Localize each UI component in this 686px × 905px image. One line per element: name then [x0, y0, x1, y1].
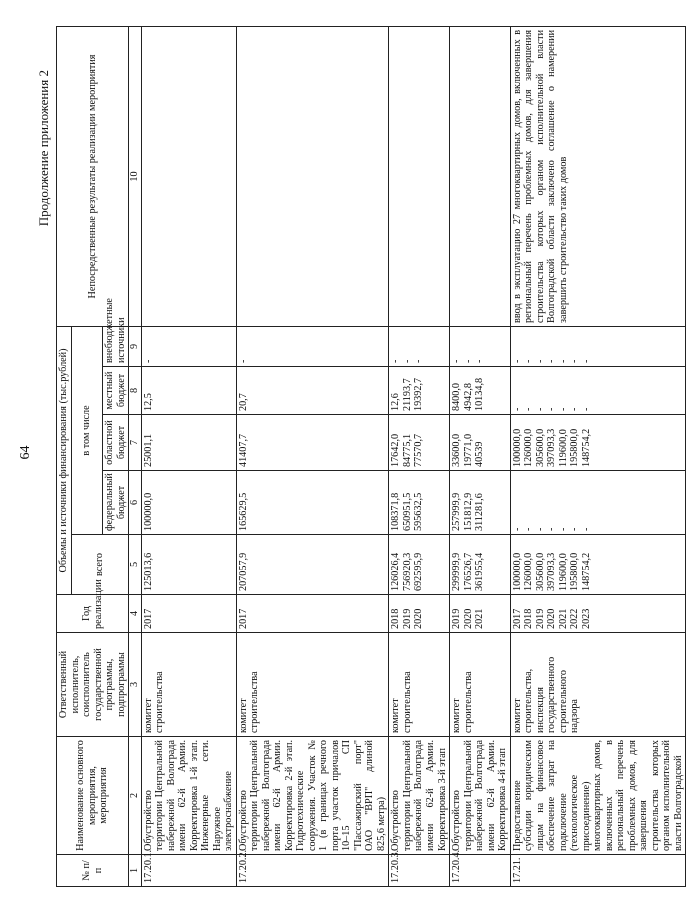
row-regional: 25001,1 — [141, 415, 236, 471]
row-federal: 100000,0 — [141, 471, 236, 535]
row-federal: 165629,5 — [236, 471, 389, 535]
row-local: 8400,0 4942,8 10134,8 — [450, 367, 511, 415]
row-name: Обустройство территории Центральной набережной Волограда имени 62-й Армии. Корректировка 1-й этап. Инженерные сети. Наружное электроснабжение — [141, 737, 236, 855]
header-volumes: Объемы и источники финансирования (тыс.рублей) — [57, 326, 72, 594]
row-local: 12,5 — [141, 367, 236, 415]
row-number: 17.20.1. — [141, 855, 236, 887]
row-result — [450, 26, 511, 326]
header-total: всего — [71, 535, 129, 595]
table-row — [389, 26, 450, 886]
header-no: № п/п — [57, 855, 129, 887]
header-incl: в том числе — [71, 326, 103, 534]
row-number: 17.21. — [510, 855, 686, 887]
header-regional: областной бюджет — [103, 415, 129, 471]
row-local: 12,6 21193,7 19392,7 — [389, 367, 450, 415]
row-number: 17.20.2. — [236, 855, 389, 887]
row-extra: - — [141, 326, 236, 366]
col-index: 10 — [129, 26, 142, 326]
row-years: 2017 — [141, 595, 236, 633]
row-extra: - - - — [389, 326, 450, 366]
row-extra: - - - — [450, 326, 511, 366]
row-name: Обустройство территории Центральной набережной Волгограда имени 62-й Армии. Корректировка 3-й этап — [389, 737, 450, 855]
col-index: 8 — [129, 367, 142, 415]
column-index-row — [129, 26, 142, 886]
row-name: Обустройство территории Центральной набережной Волгограда имени 62-й Армии. Корректировка 4-й этап — [450, 737, 511, 855]
row-years: 2018 2019 2020 — [389, 595, 450, 633]
row-extra: - — [236, 326, 389, 366]
row-name: Предоставление субсидии юридическим лицам на финансовое обеспечение затрат на подключение (технологическое присоединение) многоквартирных домов, включенных в региональный перечень проблемных домов, для завершения строительства которых органом исполнительной власти Волгоградской — [510, 737, 686, 855]
row-regional: 33600,0 19771,0 40539 — [450, 415, 511, 471]
row-result — [236, 26, 389, 326]
col-index: 2 — [129, 737, 142, 855]
header-executor: Ответственный исполнитель, соисполнитель государственной программы, подпрограммы — [57, 633, 129, 737]
table-row — [450, 26, 511, 886]
row-local: 20,7 — [236, 367, 389, 415]
row-executor: комитет строительства, инспекция государственного строительного надзора — [510, 633, 686, 737]
row-federal: - - - - - - - — [510, 471, 686, 535]
row-number: 17.20.3. — [389, 855, 450, 887]
header-results: Непосредственные результаты реализации мероприятия — [57, 26, 129, 326]
table-row — [141, 26, 236, 886]
row-executor: комитет строительства — [141, 633, 236, 737]
row-result — [141, 26, 236, 326]
row-regional: 100000,0 126000,0 305600,0 397093,3 119600,0 195800,0 148754,2 — [510, 415, 686, 471]
row-executor: комитет строительства — [389, 633, 450, 737]
row-total: 125013,6 — [141, 535, 236, 595]
header-name: Наименование основного мероприятия, мероприятия — [57, 737, 129, 855]
col-index: 7 — [129, 415, 142, 471]
row-local: - - - - - - - — [510, 367, 686, 415]
page-number: 64 — [18, 445, 33, 460]
row-federal: 108371,8 650951,5 595632,5 — [389, 471, 450, 535]
header-year: Год реализации — [57, 595, 129, 633]
row-name: Обустройство территории Центральной набережной Волгограда имени 62-й Армии. Корректировка 2-й этап. Гидротехнические сооружения. Участок № 1 (в границах речного порта участок причалов 10–15 СП "Пассажирский порт" ОАО "ВРП" длиной 825,6 метра) — [236, 737, 389, 855]
row-executor: комитет строительства — [236, 633, 389, 737]
row-total: 126026,4 756920,3 692595,9 — [389, 535, 450, 595]
row-executor: комитет строительства — [450, 633, 511, 737]
col-index: 1 — [129, 855, 142, 887]
continuation-caption: Продолжение приложения 2 — [36, 70, 51, 227]
row-years: 2017 2018 2019 2020 2021 2022 2023 — [510, 595, 686, 633]
row-total: 299999,9 176526,7 361955,4 — [450, 535, 511, 595]
row-extra: - - - - - - - — [510, 326, 686, 366]
row-total: 207057,9 — [236, 535, 389, 595]
header-federal: федеральный бюджет — [103, 471, 129, 535]
financing-table — [56, 26, 686, 887]
col-index: 9 — [129, 326, 142, 366]
row-number: 17.20.4. — [450, 855, 511, 887]
row-regional: 41407,7 — [236, 415, 389, 471]
row-result: ввод в эксплуатацию 27 многоквартирных домов, включенных в региональный перечень проблемных домов, для завершения строительства которых органом исполнительной власти Волгоградской области заключено соглашение о намерении завершить строительство таких домов — [510, 26, 686, 326]
col-index: 4 — [129, 595, 142, 633]
table-row — [510, 26, 686, 886]
row-years: 2019 2020 2021 — [450, 595, 511, 633]
table-row — [236, 26, 389, 886]
col-index: 3 — [129, 633, 142, 737]
row-result — [389, 26, 450, 326]
header-row-1 — [57, 26, 72, 886]
row-years: 2017 — [236, 595, 389, 633]
col-index: 5 — [129, 535, 142, 595]
header-extra: внебюджетные источники — [103, 326, 129, 366]
row-total: 100000,0 126000,0 305600,0 397093,3 119600,0 195800,0 148754,2 — [510, 535, 686, 595]
col-index: 6 — [129, 471, 142, 535]
row-regional: 17642,0 84775,1 77570,7 — [389, 415, 450, 471]
header-local: местный бюджет — [103, 367, 129, 415]
row-federal: 257999,9 151812,9 311281,6 — [450, 471, 511, 535]
